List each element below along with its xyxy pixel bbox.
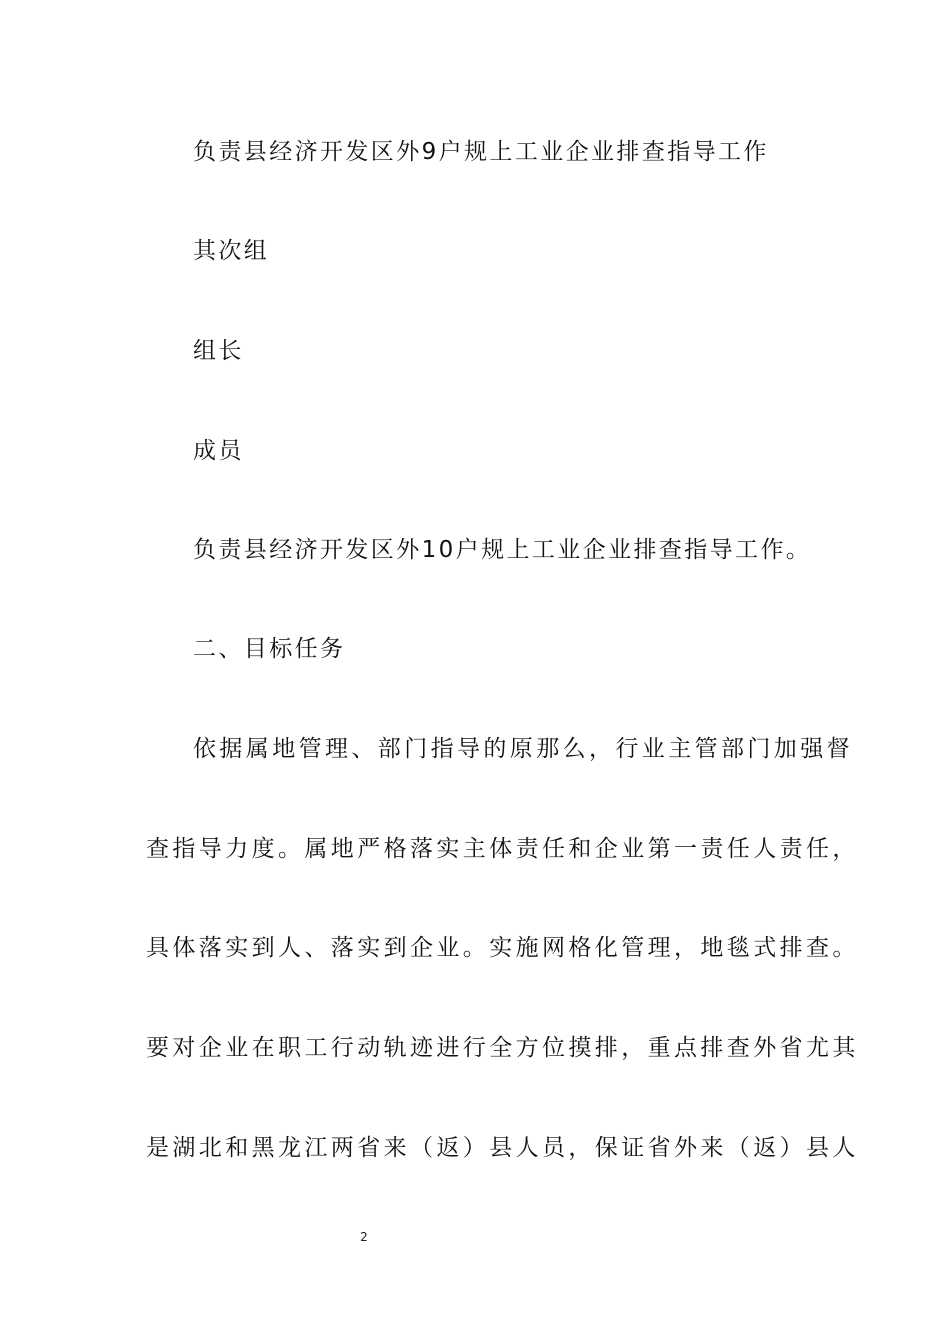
text-line: 组长 [193,338,244,364]
text-line: 负责县经济开发区外9户规上工业企业排查指导工作 [193,139,769,165]
page-number: 2 [360,1230,368,1244]
section-heading: 二、目标任务 [193,636,346,662]
paragraph-line: 是湖北和黑龙江两省来（返）县人员，保证省外来（返）县人 [146,1135,859,1161]
paragraph-line: 要对企业在职工行动轨迹进行全方位摸排，重点排查外省尤其 [146,1035,859,1061]
text-line: 成员 [193,438,244,464]
paragraph-line: 具体落实到人、落实到企业。实施网格化管理，地毯式排查。 [146,935,859,961]
paragraph-line: 查指导力度。属地严格落实主体责任和企业第一责任人责任， [146,836,859,862]
paragraph-line: 依据属地管理、部门指导的原那么，行业主管部门加强督 [193,736,853,762]
text-line: 其次组 [193,238,270,264]
text-line: 负责县经济开发区外10户规上工业企业排查指导工作。 [193,537,812,563]
